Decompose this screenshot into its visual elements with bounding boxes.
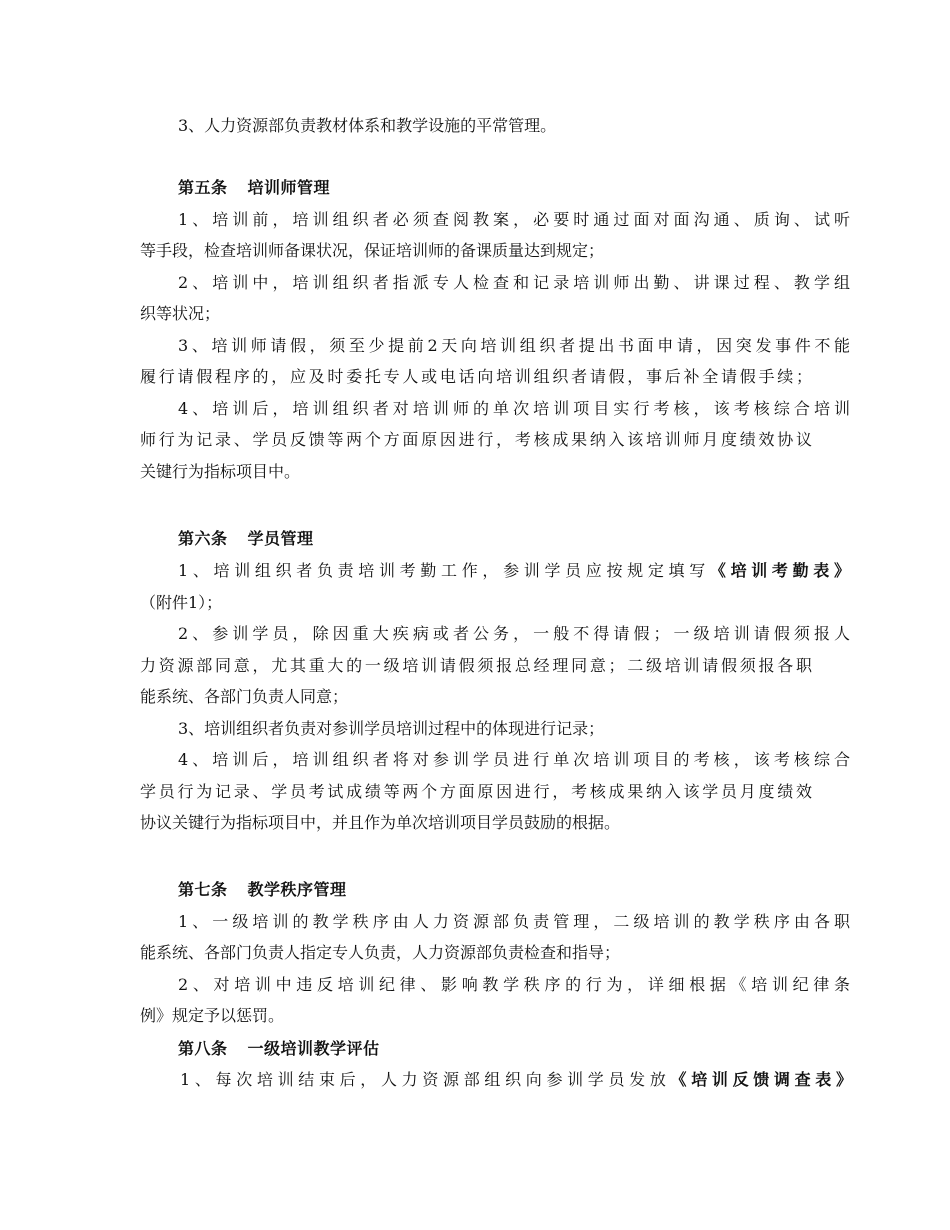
article-7-item-2-line-1: 2、对培训中违反培训纪律、影响教学秩序的行为，详细根据《培训纪律条 [178, 975, 850, 994]
article-6-item-4-line-2: 学员行为记录、学员考试成绩等两个方面原因进行，考核成果纳入该学员月度绩效 [140, 782, 812, 801]
article-5-heading [140, 177, 850, 199]
article-7-item-2-line-2: 例》规定予以惩罚。 [140, 1006, 285, 1025]
article-7-item-1-line-2: 能系统、各部门负责人指定专人负责，人力资源部负责检查和指导； [140, 943, 621, 962]
article-8-item-1-text: 1、每次培训结束后，人力资源部组织向参训学员发放 [180, 1070, 671, 1089]
article-7-heading [140, 879, 850, 901]
paragraph-item-3: 3、人力资源部负责教材体系和教学设施的平常管理。 [178, 116, 557, 135]
article-6-item-3: 3、培训组织者负责对参训学员培训过程中的体现进行记录； [178, 719, 605, 738]
article-8-number: 第八条 [178, 1039, 228, 1058]
article-6-item-4-line-3: 协议关键行为指标项目中，并且作为单次培训项目学员鼓励的根据。 [140, 813, 621, 832]
article-5-item-1-line-2: 等手段，检查培训师备课状况，保证培训师的备课质量达到规定； [140, 241, 605, 260]
article-6-item-2-line-2: 力资源部同意，尤其重大的一级培训请假须报总经理同意；二级培训请假须报各职 [140, 656, 812, 675]
article-6-item-1-text: 1、培训组织者负责培训考勤工作，参训学员应按规定填写 [178, 561, 710, 580]
article-5-item-2-line-1: 2、培训中，培训组织者指派专人检查和记录培训师出勤、讲课过程、教学组 [178, 273, 850, 292]
article-7-item-1-line-1: 1、一级培训的教学秩序由人力资源部负责管理，二级培训的教学秩序由各职 [178, 912, 850, 931]
article-6-item-2-line-1: 2、参训学员，除因重大疾病或者公务，一般不得请假；一级培训请假须报人 [178, 624, 850, 643]
article-6-number: 第六条 [178, 529, 228, 548]
article-5-item-1-line-1: 1、培训前，培训组织者必须查阅教案，必要时通过面对面沟通、质询、试听 [178, 210, 850, 229]
article-6-item-1-line-2: （附件1）； [140, 593, 223, 612]
article-6-item-2-line-3: 能系统、各部门负责人同意； [140, 687, 349, 706]
article-5-title: 培训师管理 [247, 178, 331, 197]
article-5-item-4-line-3: 关键行为指标项目中。 [140, 462, 301, 481]
article-5-item-4-line-1: 4、培训后，培训组织者对培训师的单次培训项目实行考核，该考核综合培训 [178, 399, 850, 418]
article-5-item-2-line-2: 织等状况； [140, 304, 221, 323]
article-5-item-3-line-1: 3、培训师请假，须至少提前2天向培训组织者提出书面申请，因突发事件不能 [178, 336, 850, 355]
article-8-heading [140, 1038, 850, 1060]
article-5-item-3-line-2: 履行请假程序的，应及时委托专人或电话向培训组织者请假，事后补全请假手续； [140, 367, 812, 386]
article-5-item-4-line-2: 师行为记录、学员反馈等两个方面原因进行，考核成果纳入该培训师月度绩效协议 [140, 430, 812, 449]
article-5-number: 第五条 [178, 178, 228, 197]
article-8-item-1-line-1 [140, 1069, 852, 1091]
article-6-item-1-line-1 [140, 560, 850, 582]
attendance-form-title: 《培训考勤表》 [709, 561, 850, 580]
article-6-heading [140, 528, 850, 550]
article-8-title: 一级培训教学评估 [247, 1039, 380, 1058]
article-7-title: 教学秩序管理 [247, 880, 347, 899]
article-6-item-4-line-1: 4、培训后，培训组织者将对参训学员进行单次培训项目的考核，该考核综合 [178, 750, 850, 769]
feedback-form-title: 《培训反馈调查表》 [670, 1070, 852, 1089]
article-7-number: 第七条 [178, 880, 228, 899]
article-6-title: 学员管理 [247, 529, 314, 548]
